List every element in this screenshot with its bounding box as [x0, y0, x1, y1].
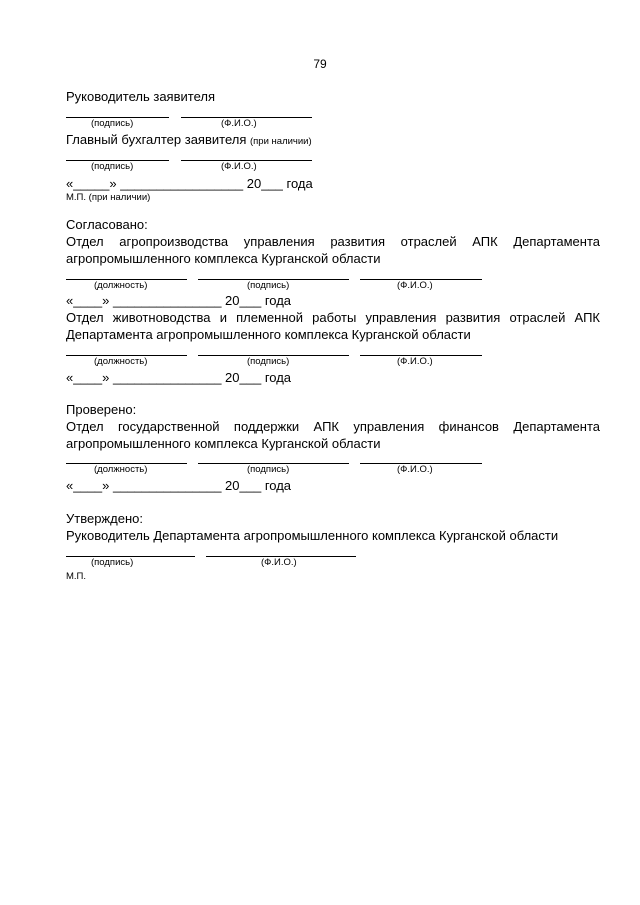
stamp-note: М.П. (при наличии) [66, 192, 151, 203]
signature-label: (подпись) [247, 464, 290, 475]
signature-label: (подпись) [247, 356, 290, 367]
date-line: «____» _______________ 20___ года [66, 478, 292, 493]
stamp-note: М.П. [66, 571, 87, 582]
name-label: (Ф.И.О.) [221, 118, 257, 129]
name-label: (Ф.И.О.) [221, 161, 257, 172]
signature-label: (подпись) [91, 118, 134, 129]
approved-text: Руководитель Департамента агропромышленного комплекса Курганской области [66, 528, 559, 543]
signature-label: (подпись) [91, 161, 134, 172]
position-label: (должность) [94, 356, 148, 367]
position-label: (должность) [94, 464, 148, 475]
date-line: «____» _______________ 20___ года [66, 293, 292, 308]
dept2-text: Отдел животноводства и племенной работы управления развития отраслей АПК Департамента агропромышленного комплекса Курганской области [66, 310, 600, 342]
applicant-head-title: Руководитель заявителя [66, 89, 215, 104]
agreed-heading: Согласовано: [66, 217, 148, 232]
chief-accountant-note: (при наличии) [250, 136, 312, 147]
chief-accountant-title-text: Главный бухгалтер заявителя [66, 132, 247, 147]
name-label: (Ф.И.О.) [397, 356, 433, 367]
position-label: (должность) [94, 280, 148, 291]
name-label: (Ф.И.О.) [397, 280, 433, 291]
name-label: (Ф.И.О.) [397, 464, 433, 475]
date-line: «_____» _________________ 20___ года [66, 176, 313, 191]
checked-text: Отдел государственной поддержки АПК управления финансов Департамента агропромышленного комплекса Курганской области [66, 419, 600, 451]
dept1-text: Отдел агропроизводства управления развития отраслей АПК Департамента агропромышленного комплекса Курганской области [66, 234, 600, 266]
approved-heading: Утверждено: [66, 511, 143, 526]
signature-label: (подпись) [91, 557, 134, 568]
checked-heading: Проверено: [66, 402, 137, 417]
signature-label: (подпись) [247, 280, 290, 291]
chief-accountant-title [66, 131, 312, 150]
name-label: (Ф.И.О.) [261, 557, 297, 568]
date-line: «____» _______________ 20___ года [66, 370, 292, 385]
page-number: 79 [313, 57, 327, 71]
